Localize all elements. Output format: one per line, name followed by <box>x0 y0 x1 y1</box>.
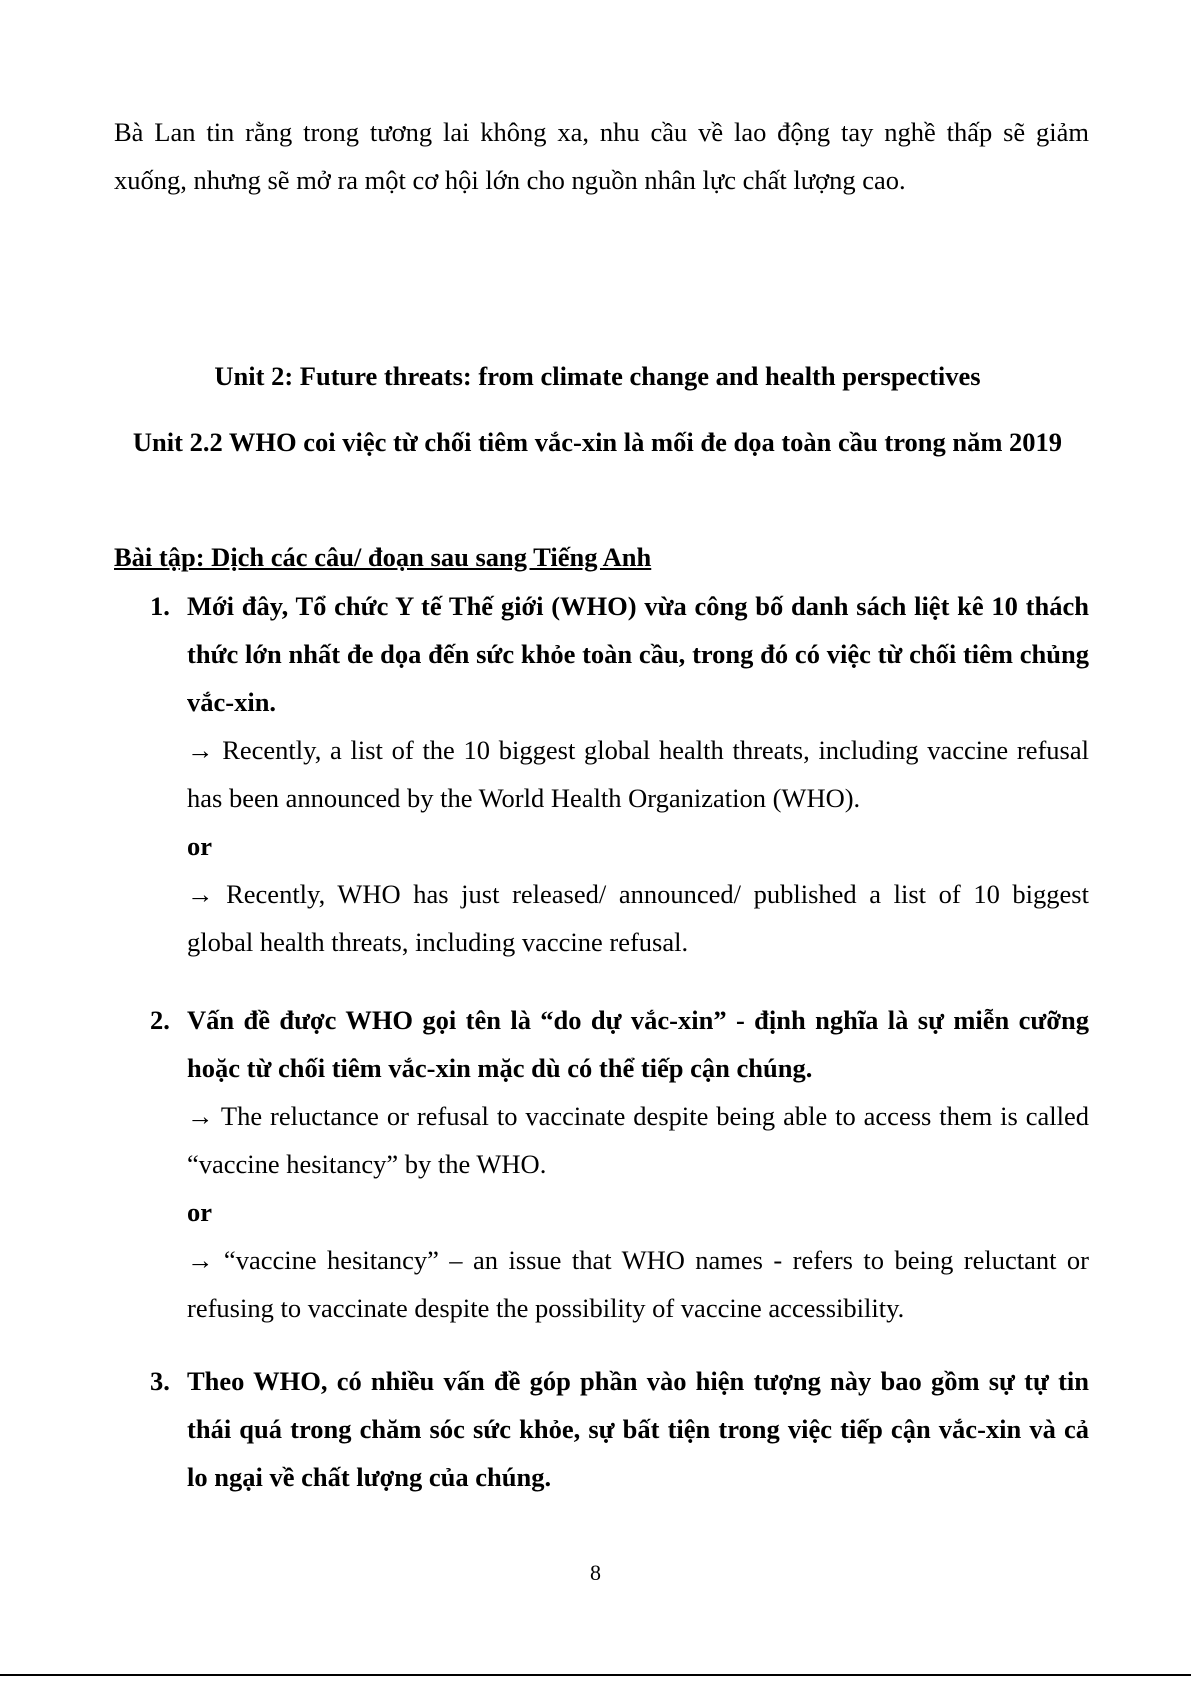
item-or-label: or <box>187 1197 213 1227</box>
page-number: 8 <box>590 1560 601 1585</box>
item-question: Theo WHO, có nhiều vấn đề góp phần vào hiện tượng này bao gồm sự tự tin thái quá trong chăm sóc sức khỏe, sự bất tiện trong việc tiếp cận vắc-xin và cả lo ngại về chất lượng của chúng. <box>187 1366 1089 1492</box>
item-body <box>187 1357 1089 1501</box>
item-number: 3. <box>150 1366 170 1396</box>
item-answer-2: → Recently, WHO has just released/ announced/ published a list of 10 biggest global health threats, including vaccine refusal. <box>187 879 1089 957</box>
intro-paragraph: Bà Lan tin rằng trong tương lai không xa, nhu cầu về lao động tay nghề thấp sẽ giảm xuống, nhưng sẽ mở ra một cơ hội lớn cho nguồn nhân lực chất lượng cao. <box>114 117 1089 195</box>
item-question: Mới đây, Tổ chức Y tế Thế giới (WHO) vừa công bố danh sách liệt kê 10 thách thức lớn nhất đe dọa đến sức khỏe toàn cầu, trong đó có việc từ chối tiêm chủng vắc-xin. <box>187 591 1089 717</box>
item-answer-1: → The reluctance or refusal to vaccinate despite being able to access them is called “vaccine hesitancy” by the WHO. <box>187 1101 1089 1179</box>
item-body <box>187 582 1089 966</box>
unit-title: Unit 2: Future threats: from climate change and health perspectives <box>214 361 981 391</box>
unit-subtitle: Unit 2.2 WHO coi việc từ chối tiêm vắc-xin là mối đe dọa toàn cầu trong năm 2019 <box>132 427 1063 457</box>
footer-rule <box>0 1674 1191 1676</box>
item-number: 1. <box>150 591 170 621</box>
exercise-heading: Bài tập: Dịch các câu/ đoạn sau sang Tiếng Anh <box>114 542 652 572</box>
item-number: 2. <box>150 1005 170 1035</box>
item-or-label: or <box>187 831 213 861</box>
item-question: Vấn đề được WHO gọi tên là “do dự vắc-xin” - định nghĩa là sự miễn cưỡng hoặc từ chối tiêm vắc-xin mặc dù có thể tiếp cận chúng. <box>187 1005 1089 1083</box>
item-answer-1: → Recently, a list of the 10 biggest global health threats, including vaccine refusal has been announced by the World Health Organization (WHO). <box>187 735 1089 813</box>
item-answer-2: → “vaccine hesitancy” – an issue that WHO names - refers to being reluctant or refusing to vaccinate despite the possibility of vaccine accessibility. <box>187 1245 1089 1323</box>
item-body <box>187 996 1089 1332</box>
